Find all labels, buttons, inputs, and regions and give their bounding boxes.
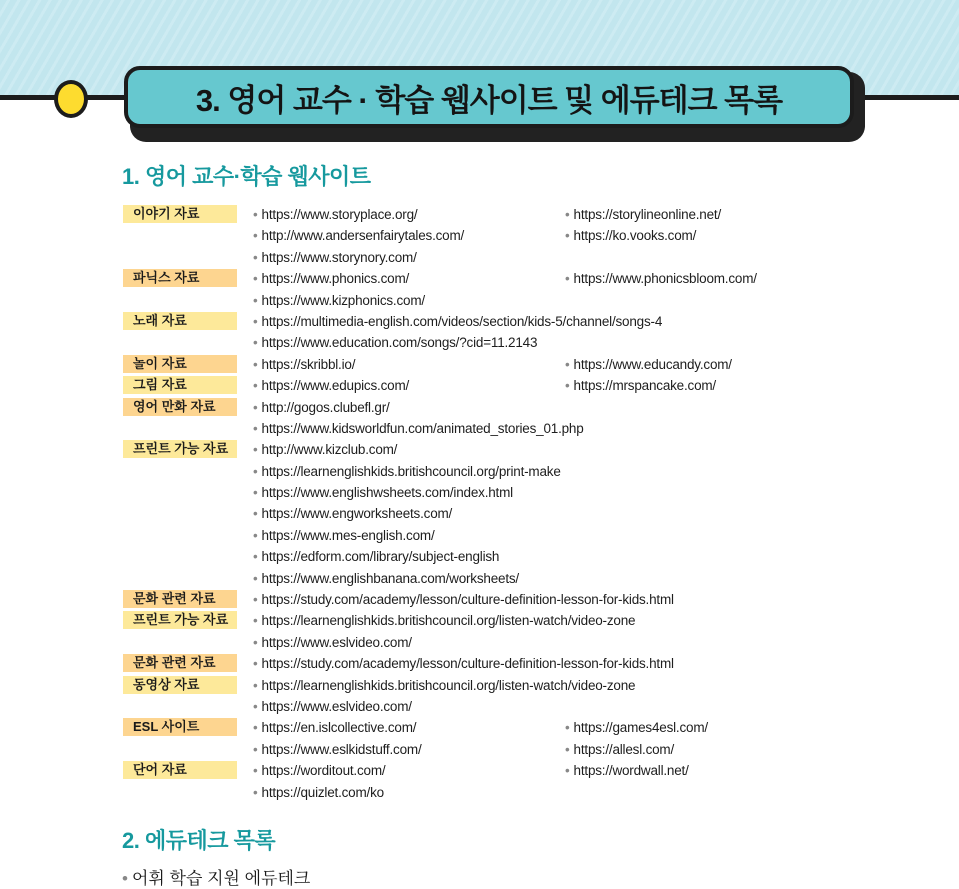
website-link[interactable]: • https://storylineonline.net/ [565, 204, 721, 225]
website-link[interactable]: • https://quizlet.com/ko [253, 782, 384, 803]
website-link[interactable]: • https://learnenglishkids.britishcouncil.org/listen-watch/video-zone [253, 675, 635, 696]
category-label: 노래 자료 [123, 312, 237, 330]
website-link[interactable]: • https://study.com/academy/lesson/culture-definition-lesson-for-kids.html [253, 589, 674, 610]
category-label: 문화 관련 자료 [123, 654, 237, 672]
page-title: 3. 영어 교수 · 학습 웹사이트 및 에듀테크 목록 [195, 82, 783, 118]
category-label: 프린트 가능 자료 [123, 611, 237, 629]
website-link[interactable]: • https://mrspancake.com/ [565, 375, 716, 396]
resource-row [123, 546, 923, 567]
resource-row [123, 225, 923, 246]
resource-row [123, 525, 923, 546]
website-link[interactable]: • https://www.educandy.com/ [565, 354, 732, 375]
website-link[interactable]: • https://www.englishwsheets.com/index.html [253, 482, 513, 503]
resource-row [123, 461, 923, 482]
section-heading-edutech: 2. 에듀테크 목록 [122, 828, 276, 853]
resource-row [123, 482, 923, 503]
website-link[interactable]: • http://www.kizclub.com/ [253, 439, 397, 460]
category-label: 파닉스 자료 [123, 269, 237, 287]
resource-row [123, 290, 923, 311]
resource-row [123, 782, 923, 803]
resource-row [123, 439, 923, 460]
website-link[interactable]: • https://games4esl.com/ [565, 717, 708, 738]
resource-row [123, 332, 923, 353]
category-label: 그림 자료 [123, 376, 237, 394]
website-link[interactable]: • https://study.com/academy/lesson/culture-definition-lesson-for-kids.html [253, 653, 674, 674]
resource-row [123, 739, 923, 760]
section-heading-websites: 1. 영어 교수·학습 웹사이트 [122, 164, 371, 189]
website-link[interactable]: • http://www.andersenfairytales.com/ [253, 225, 464, 246]
website-link[interactable]: • https://edform.com/library/subject-english [253, 546, 499, 567]
website-link[interactable]: • https://www.phonics.com/ [253, 268, 409, 289]
category-label: 영어 만화 자료 [123, 398, 237, 416]
resource-row [123, 397, 923, 418]
yellow-dot-decoration [54, 80, 88, 118]
website-link[interactable]: • https://ko.vooks.com/ [565, 225, 696, 246]
resource-row [123, 354, 923, 375]
website-link[interactable]: • https://wordwall.net/ [565, 760, 689, 781]
category-label: 문화 관련 자료 [123, 590, 237, 608]
website-link[interactable]: • https://www.kizphonics.com/ [253, 290, 425, 311]
website-link[interactable]: • https://worditout.com/ [253, 760, 385, 781]
category-label: 단어 자료 [123, 761, 237, 779]
resource-row [123, 632, 923, 653]
website-link[interactable]: • https://www.education.com/songs/?cid=11.2143 [253, 332, 537, 353]
title-banner [124, 66, 854, 128]
website-link[interactable]: • https://en.islcollective.com/ [253, 717, 416, 738]
website-link[interactable]: • https://www.eslvideo.com/ [253, 696, 412, 717]
resource-row [123, 247, 923, 268]
resource-row [123, 311, 923, 332]
resource-row [123, 503, 923, 524]
resource-row [123, 717, 923, 738]
resource-row [123, 589, 923, 610]
edutech-item-label: 어휘 학습 지원 에듀테크 [131, 869, 311, 888]
resource-row [123, 268, 923, 289]
website-link[interactable]: • https://www.storyplace.org/ [253, 204, 417, 225]
edutech-list-item [122, 864, 310, 889]
website-link[interactable]: • https://www.engworksheets.com/ [253, 503, 452, 524]
website-list [123, 204, 923, 803]
website-link[interactable]: • https://www.mes-english.com/ [253, 525, 435, 546]
bullet-icon: • [122, 869, 128, 888]
category-label: 놀이 자료 [123, 355, 237, 373]
resource-row [123, 653, 923, 674]
website-link[interactable]: • https://www.eslkidstuff.com/ [253, 739, 422, 760]
website-link[interactable]: • http://gogos.clubefl.gr/ [253, 397, 390, 418]
website-link[interactable]: • https://www.storynory.com/ [253, 247, 417, 268]
category-label: ESL 사이트 [123, 718, 237, 736]
website-link[interactable]: • https://skribbl.io/ [253, 354, 355, 375]
website-link[interactable]: • https://learnenglishkids.britishcouncil.org/print-make [253, 461, 561, 482]
resource-row [123, 418, 923, 439]
category-label: 이야기 자료 [123, 205, 237, 223]
resource-row [123, 675, 923, 696]
resource-row [123, 568, 923, 589]
resource-row [123, 760, 923, 781]
website-link[interactable]: • https://www.edupics.com/ [253, 375, 409, 396]
resource-row [123, 610, 923, 631]
website-link[interactable]: • https://www.eslvideo.com/ [253, 632, 412, 653]
website-link[interactable]: • https://www.phonicsbloom.com/ [565, 268, 757, 289]
category-label: 프린트 가능 자료 [123, 440, 237, 458]
website-link[interactable]: • https://learnenglishkids.britishcouncil.org/listen-watch/video-zone [253, 610, 635, 631]
resource-row [123, 204, 923, 225]
resource-row [123, 375, 923, 396]
resource-row [123, 696, 923, 717]
website-link[interactable]: • https://www.kidsworldfun.com/animated_stories_01.php [253, 418, 584, 439]
category-label: 동영상 자료 [123, 676, 237, 694]
website-link[interactable]: • https://allesl.com/ [565, 739, 674, 760]
website-link[interactable]: • https://www.englishbanana.com/worksheets/ [253, 568, 519, 589]
website-link[interactable]: • https://multimedia-english.com/videos/section/kids-5/channel/songs-4 [253, 311, 662, 332]
